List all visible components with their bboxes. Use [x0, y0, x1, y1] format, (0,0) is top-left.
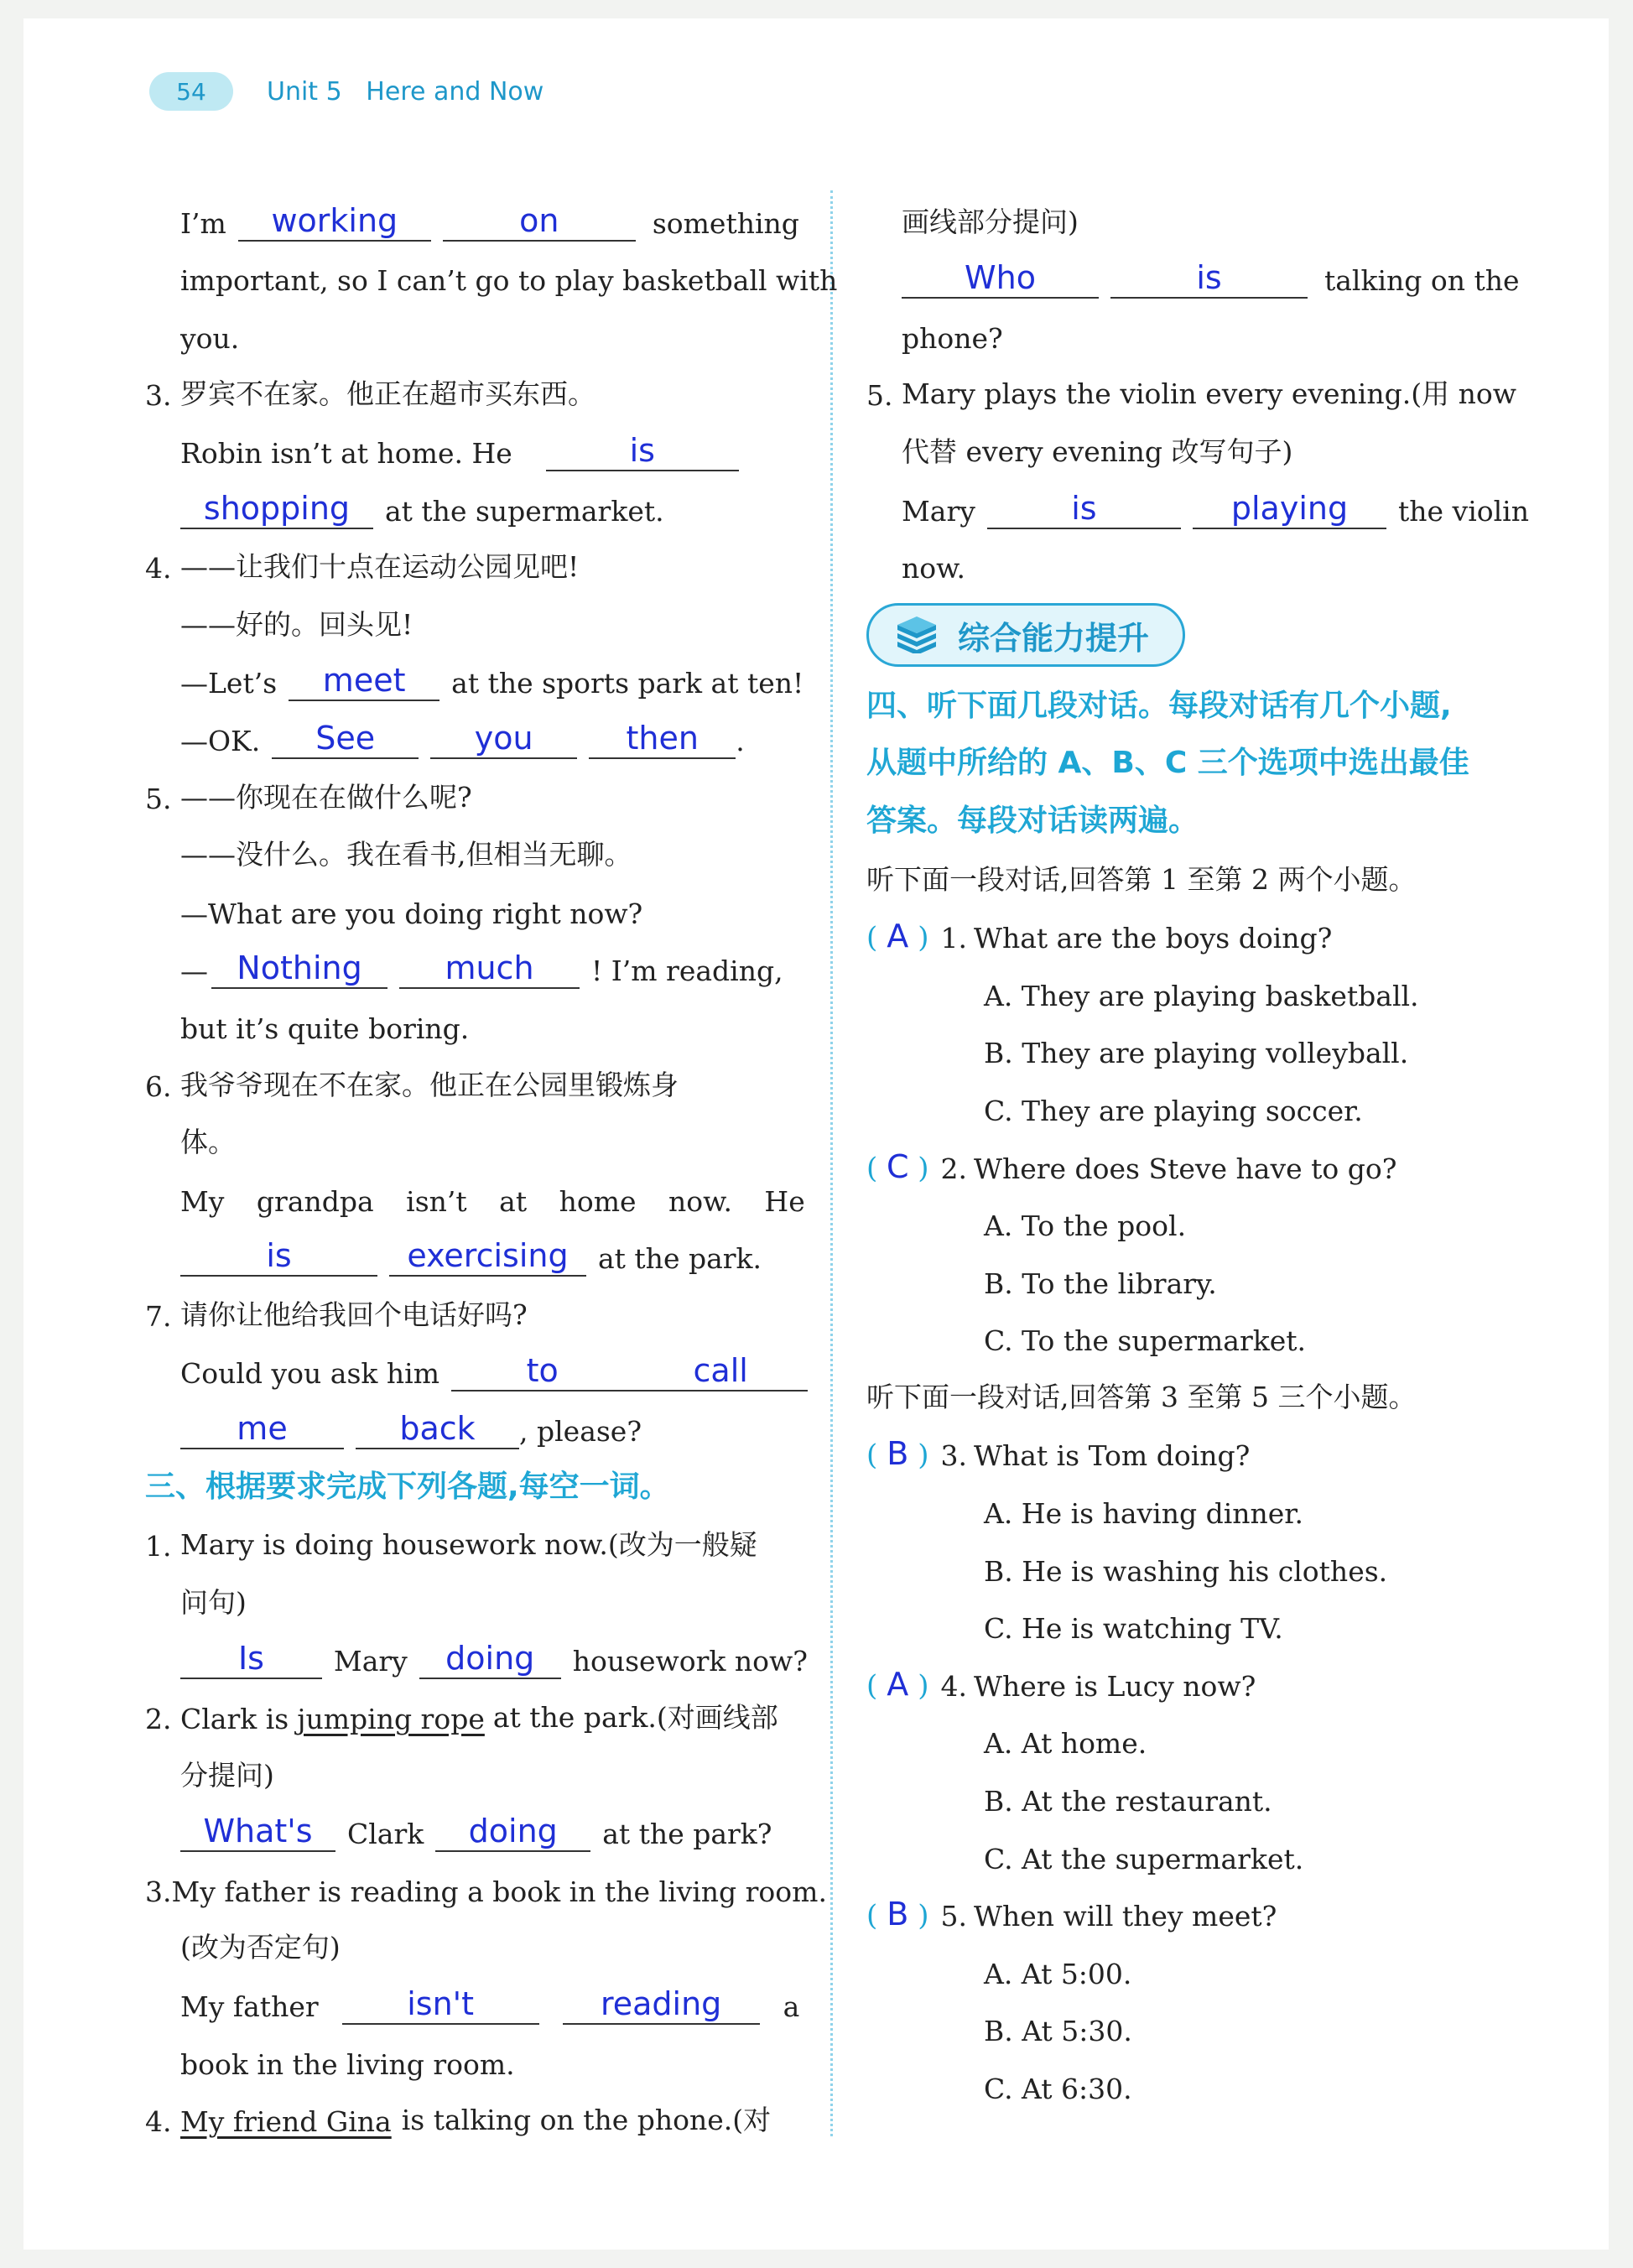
question-group — [866, 897, 1529, 1358]
text-line: What's Clark doing at the park? — [145, 1793, 808, 1851]
text-line: ——没什么。我在看书,但相当无聊。 — [180, 838, 632, 871]
mc-question — [866, 1875, 1529, 1933]
right-column — [866, 182, 1529, 2105]
answer-blank[interactable]: doing — [435, 1812, 590, 1852]
column-divider — [830, 190, 833, 2136]
option-item[interactable]: B. To the library. — [984, 1267, 1217, 1300]
text-line: phone? — [902, 321, 1003, 355]
answer-blank[interactable]: is — [546, 431, 739, 471]
text-line: is exercising at the park. — [145, 1218, 808, 1276]
mc-question — [866, 1127, 1529, 1185]
question-number: 5. — [940, 1900, 968, 1933]
workbook-page — [23, 18, 1609, 2250]
section-four-title: 从题中所给的 A、B、C 三个选项中选出最佳 — [866, 746, 1469, 781]
text-line: —What are you doing right now? — [180, 897, 643, 930]
question-line: 5. Mary plays the violin every evening.(用 now — [866, 377, 1516, 413]
question-number: 3. — [940, 1439, 968, 1473]
mc-question — [866, 1645, 1529, 1703]
answer-blank[interactable]: playing — [1193, 489, 1386, 529]
question-line: 4. My friend Gina is talking on the phone.(对 — [145, 2104, 772, 2139]
question-line: 6. 我爷爷现在不在家。他正在公园里锻炼身 — [145, 1068, 679, 1103]
question-line: 7. 请你让他给我回个电话好吗? — [145, 1298, 528, 1333]
answer-blank[interactable]: on — [443, 201, 636, 242]
banner-row — [866, 585, 1529, 667]
option-item[interactable]: B. At the restaurant. — [984, 1785, 1272, 1818]
close-paren: ) — [918, 1899, 929, 1933]
answer-blank[interactable]: Nothing — [211, 949, 387, 989]
text-line: —Let’s meet at the sports park at ten! — [180, 662, 804, 700]
text-line: shopping at the supermarket. — [145, 470, 808, 528]
dialogue-intro: 听下面一段对话,回答第 3 至第 5 三个小题。 — [866, 1380, 1417, 1413]
question-line: 3. My father is reading a book in the living room. — [145, 1875, 827, 1908]
answer-blank[interactable]: meet — [289, 661, 439, 701]
question-text: Where does Steve have to go? — [974, 1152, 1397, 1185]
question-line: 1. Mary is doing housework now.(改为一般疑 — [145, 1528, 757, 1563]
text-line: Robin isn’t at home. He is — [145, 412, 808, 470]
question-number: 2. — [940, 1152, 968, 1185]
option-item[interactable]: C. To the supermarket. — [984, 1324, 1307, 1358]
section-three-title: 三、根据要求完成下列各题,每空一词。 — [145, 1469, 670, 1504]
answer-blank[interactable]: much — [399, 949, 580, 989]
option-item[interactable]: A. He is having dinner. — [984, 1497, 1303, 1531]
section-four-title: 四、听下面几段对话。每段对话有几个小题, — [866, 688, 1452, 723]
close-paren: ) — [918, 1438, 929, 1473]
text-line: me back , please? — [145, 1390, 808, 1448]
question-number: 1. — [940, 922, 968, 955]
question-line: 3. 罗宾不在家。他正在超市买东西。 — [145, 377, 595, 413]
answer-blank[interactable]: then — [589, 719, 736, 759]
underlined-phrase: My friend Gina — [180, 2105, 392, 2139]
text-line: Could you ask him to call — [145, 1333, 808, 1391]
text-line: 问句) — [180, 1585, 247, 1619]
option-item[interactable]: A. At home. — [984, 1727, 1147, 1761]
close-paren: ) — [918, 1151, 929, 1185]
option-item[interactable]: B. They are playing volleyball. — [984, 1037, 1409, 1070]
mc-question — [866, 1415, 1529, 1473]
answer-blank[interactable]: See — [272, 719, 419, 759]
answer-blank[interactable]: call — [633, 1351, 808, 1391]
question-line: 5. ——你现在在做什么呢? — [145, 780, 472, 815]
open-paren: ( — [866, 1668, 878, 1703]
answer-blank[interactable]: you — [430, 719, 577, 759]
answer-blank[interactable]: What's — [180, 1812, 335, 1852]
text-line: 代替 every evening 改写句子) — [902, 434, 1293, 468]
question-text: Where is Lucy now? — [974, 1669, 1256, 1703]
text-line: important, so I can’t go to play basketball with — [180, 264, 838, 298]
answer-choice[interactable]: C — [886, 1147, 909, 1185]
text-line: ——好的。回头见! — [180, 607, 413, 641]
text-line: but it’s quite boring. — [180, 1012, 470, 1045]
answer-blank[interactable]: is — [987, 489, 1181, 529]
text-line: 分提问) — [180, 1758, 274, 1792]
question-line: 2. Clark is jumping rope at the park.(对画线部 — [145, 1701, 778, 1736]
option-item[interactable]: B. At 5:30. — [984, 2015, 1132, 2048]
unit-title: Unit 5 Here and Now — [267, 76, 544, 107]
answer-blank[interactable]: is — [180, 1236, 377, 1277]
answer-blank[interactable]: isn't — [342, 1984, 539, 2025]
answer-blank[interactable]: exercising — [389, 1236, 586, 1277]
option-item[interactable]: A. To the pool. — [984, 1209, 1187, 1243]
answer-blank[interactable]: working — [238, 201, 431, 242]
text-line: —OK. See you then . — [180, 719, 745, 757]
text-line: My grandpa isn’t at home now. He — [180, 1184, 805, 1218]
answer-blank[interactable]: Is — [180, 1639, 322, 1679]
mc-question — [866, 897, 1529, 955]
text-line: 体。 — [180, 1126, 236, 1159]
close-paren: ) — [918, 921, 929, 955]
open-paren: ( — [866, 1438, 878, 1473]
close-paren: ) — [918, 1668, 929, 1703]
option-item[interactable]: C. At 6:30. — [984, 2073, 1132, 2105]
text-line: Mary is playing the violin — [902, 489, 1529, 528]
answer-blank[interactable]: is — [1110, 258, 1308, 299]
text-line: I’m working on something — [180, 201, 799, 240]
text-line: — Nothing much ! I’m reading, — [180, 949, 783, 988]
page-number-badge: 54 — [149, 72, 233, 111]
books-icon — [894, 616, 939, 653]
answer-blank[interactable]: to — [451, 1351, 633, 1391]
answer-choice[interactable]: B — [887, 1896, 909, 1933]
question-number: 4. — [940, 1669, 968, 1703]
text-line: 画线部分提问) — [902, 205, 1079, 238]
question-text: What are the boys doing? — [974, 922, 1333, 955]
option-item[interactable]: C. They are playing soccer. — [984, 1094, 1363, 1127]
question-text: When will they meet? — [974, 1900, 1277, 1933]
answer-blank[interactable]: back — [356, 1409, 519, 1449]
underlined-phrase: jumping rope — [297, 1703, 485, 1736]
text-line: you. — [180, 321, 240, 355]
text-line: book in the living room. — [180, 2047, 515, 2081]
open-paren: ( — [866, 921, 878, 955]
text-line: Is Mary doing housework now? — [145, 1620, 808, 1678]
answer-choice[interactable]: A — [887, 1665, 909, 1703]
dialogue-intro: 听下面一段对话,回答第 1 至第 2 两个小题。 — [866, 862, 1417, 896]
option-item[interactable]: A. They are playing basketball. — [984, 979, 1419, 1012]
text-line: now. — [902, 552, 965, 585]
answer-choice[interactable]: B — [887, 1435, 909, 1473]
section-four-title: 答案。每段对话读两遍。 — [866, 803, 1199, 838]
answer-blank[interactable]: reading — [563, 1984, 760, 2025]
left-column — [145, 182, 838, 2139]
text-line: My father isn't reading a — [180, 1985, 800, 2023]
page-header — [149, 72, 543, 111]
answer-blank[interactable]: me — [180, 1409, 344, 1449]
option-item[interactable]: A. At 5:00. — [984, 1957, 1132, 1990]
open-paren: ( — [866, 1899, 878, 1933]
answer-choice[interactable]: A — [887, 918, 909, 955]
option-item[interactable]: B. He is washing his clothes. — [984, 1554, 1388, 1588]
text-line: Who is talking on the — [866, 240, 1529, 298]
answer-blank[interactable]: Who — [902, 258, 1099, 299]
question-text: What is Tom doing? — [974, 1439, 1251, 1473]
option-item[interactable]: C. At the supermarket. — [984, 1842, 1304, 1875]
text-line: (改为否定句) — [180, 1931, 341, 1964]
section-banner: 综合能力提升 — [866, 603, 1185, 667]
answer-blank[interactable]: shopping — [180, 489, 373, 529]
option-item[interactable]: C. He is watching TV. — [984, 1612, 1283, 1646]
question-line: 4. ——让我们十点在运动公园见吧! — [145, 550, 580, 585]
answer-blank[interactable]: doing — [419, 1639, 561, 1679]
question-group — [866, 1415, 1529, 2105]
open-paren: ( — [866, 1151, 878, 1185]
